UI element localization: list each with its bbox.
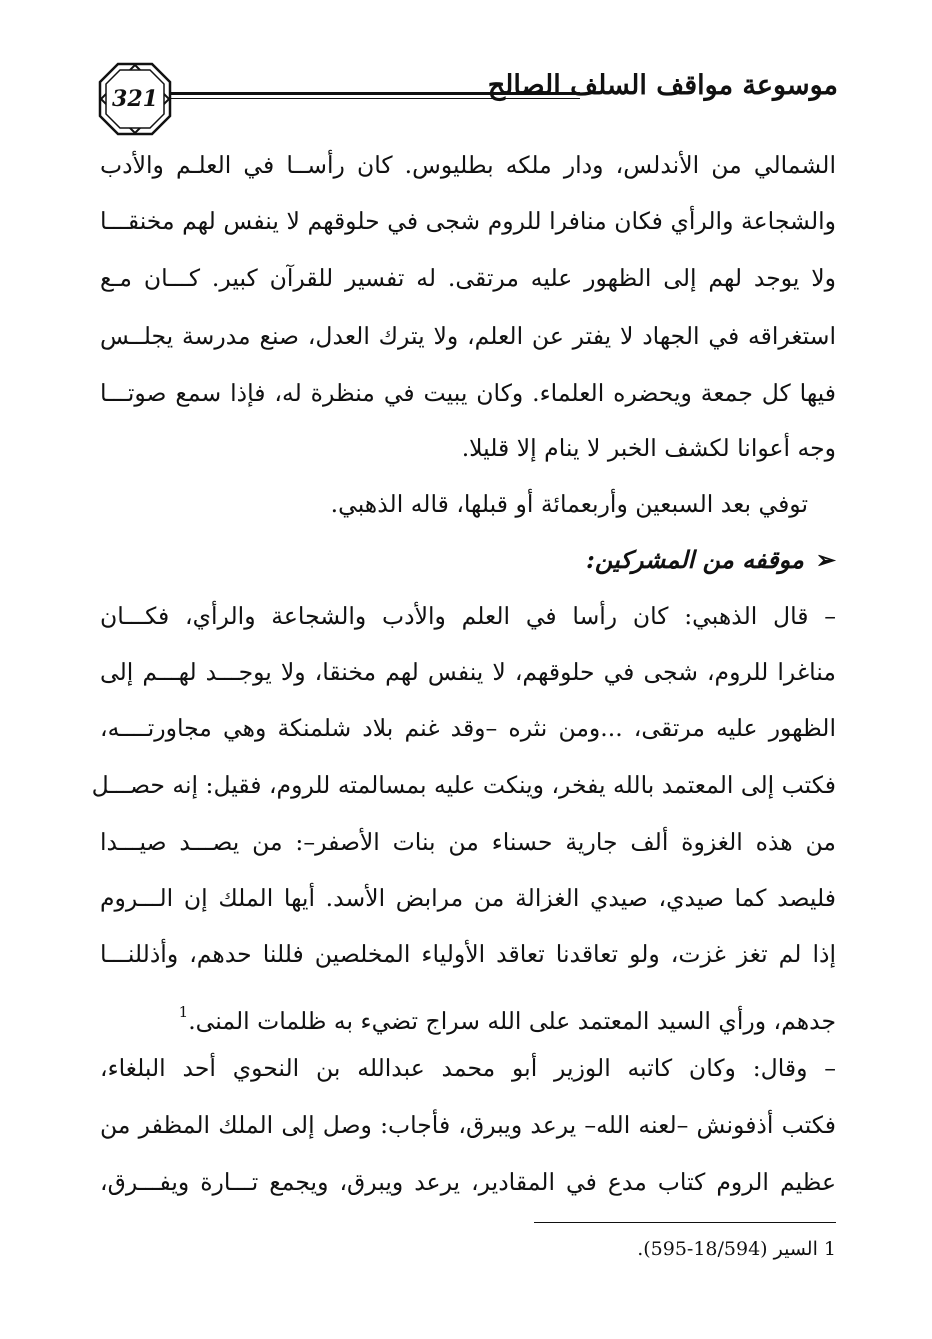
footnote-text: السير (18/594-595). [637,1238,818,1260]
paragraph-line: مناغرا للروم، شجى في حلوقهم، لا ينفس لهم مخنقا، ولا يوجـــد لهـــم إلى [100,658,836,686]
page-number-badge [98,62,172,136]
paragraph-line: الشمالي من الأندلس، ودار ملكه بطليوس. كان رأســا في العلـم والأدب [100,151,836,179]
page-number: 321 [112,86,158,112]
footnote-reference[interactable]: 1 [178,1003,189,1021]
paragraph-line: من هذه الغزوة ألف جارية حسناء من بنات الأصفر–: من يصـــد صيـــدا [100,828,836,856]
page-header [98,62,838,134]
paragraph-line: عظيم الروم كتاب مدع في المقادير، يرعد ويبرق، ويجمع تـــارة ويفـــرق، [100,1168,836,1196]
footnote-number: 1 [823,1238,836,1260]
death-note: توفي بعد السبعين وأربعمائة أو قبلها، قاله الذهبي. [330,490,808,518]
paragraph-line-text: جدهم، ورأي السيد المعتمد على الله سراج تضيء به ظلمات المنى. [188,1007,836,1035]
header-rule [170,92,580,99]
section-heading [100,540,836,580]
paragraph-line: فيها كل جمعة ويحضره العلماء. وكان يبيت في منظرة له، فإذا سمع صوتـــا [100,379,836,407]
paragraph-line: فليصد كما صيدي، صيدي الغزالة من مرابض الأسد. أيها الملك إن الـــروم [100,884,836,912]
paragraph-line: إذا لم تغز غزت، ولو تعاقدنا تعاقد الأولياء المخلصين فللنا حدهم، وأذللنـــا [100,940,836,968]
running-title: موسوعة مواقف السلف الصالح [487,70,838,101]
paragraph-line [100,992,836,1035]
paragraph-line: استغراقه في الجهاد لا يفتر عن العلم، ولا يترك العدل، صنع مدرسة يجلــس [100,322,836,350]
section-heading-text: موقفه من المشركين: [586,545,804,574]
paragraph-line: – وقال: وكان كاتبه الوزير أبو محمد عبدالله بن النحوي أحد البلغاء، [100,1054,836,1082]
paragraph-line: فكتب أذفونش –لعنه الله– يرعد ويبرق، فأجاب: وصل إلى الملك المظفر من [100,1111,836,1139]
arrow-icon: ➢ [815,545,836,574]
paragraph-line: الظهور عليه مرتقى، ...ومن نثره –وقد غنم بلاد شلمنكة وهي مجاورتــــه، [100,714,836,742]
footnote [637,1238,836,1260]
paragraph-line: – قال الذهبي: كان رأسا في العلم والأدب والشجاعة والرأي، فكـــان [100,602,836,630]
paragraph-line: والشجاعة والرأي فكان منافرا للروم شجى في حلوقهم لا ينفس لهم مخنقـــا [100,207,836,235]
footnote-separator [534,1222,836,1223]
paragraph-line: فكتب إلى المعتمد بالله يفخر، وينكت عليه بمسالمته للروم، فقيل: إنه حصـــل [91,771,836,799]
paragraph-line: وجه أعوانا لكشف الخبر لا ينام إلا قليلا. [461,434,836,462]
paragraph-line: ولا يوجد لهم إلى الظهور عليه مرتقى. له تفسير للقرآن كبير. كـــان مـع [100,264,836,292]
